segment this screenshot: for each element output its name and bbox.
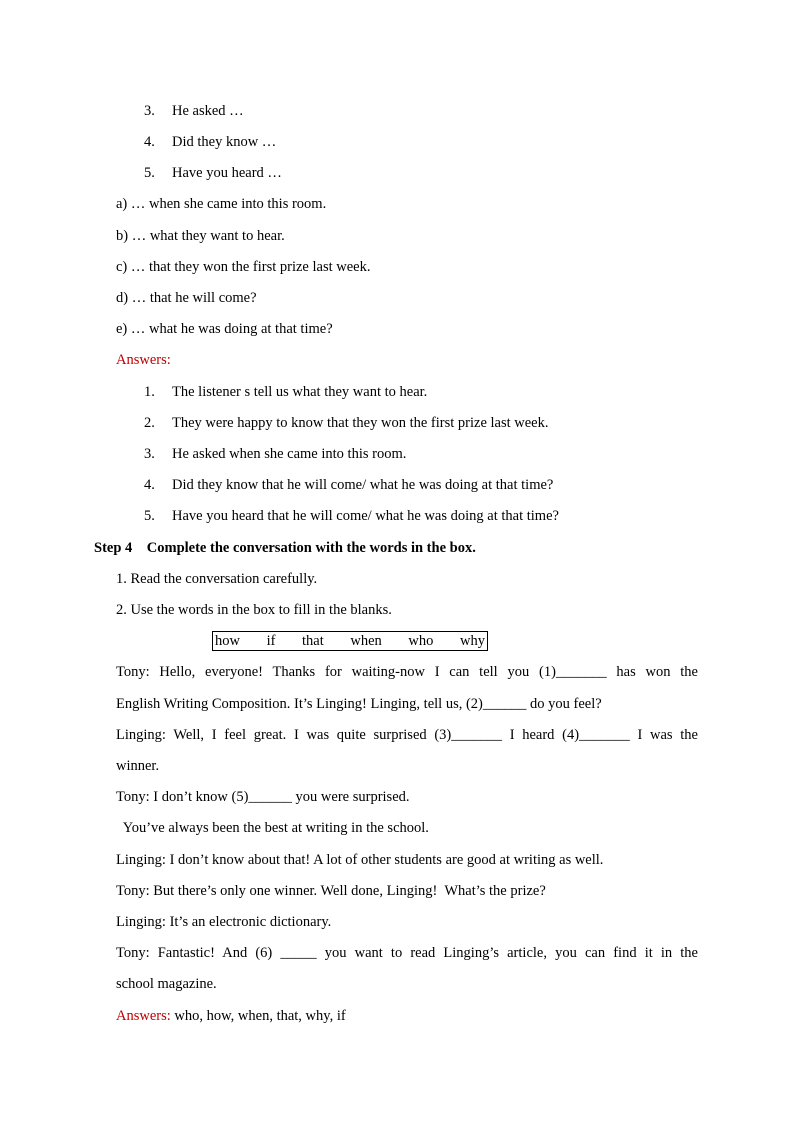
answer-text: He asked when she came into this room. xyxy=(172,446,407,462)
prompt-text: Did they know … xyxy=(172,134,277,150)
conversation-line-5: Tony: I don’t know (5)______ you were surprised. xyxy=(116,789,410,805)
answer-text: They were happy to know that they won the first prize last week. xyxy=(172,415,549,431)
answer-2 xyxy=(144,414,549,432)
answer-number: 4. xyxy=(144,477,155,493)
instruction-2: 2. Use the words in the box to fill in the blanks. xyxy=(116,602,392,618)
box-word: why xyxy=(459,633,485,649)
answer-4 xyxy=(144,476,554,494)
box-word: who xyxy=(408,633,434,649)
answer-number: 1. xyxy=(144,384,155,400)
prompt-number: 4. xyxy=(144,134,155,150)
step4-answers-label: Answers: xyxy=(116,1008,171,1024)
conversation-line-10: Tony: Fantastic! And (6) _____ you want to read Linging’s article, you can find it in the xyxy=(116,945,698,961)
conversation-line-4: winner. xyxy=(116,758,160,774)
conversation-line-6: You’ve always been the best at writing in the school. xyxy=(116,820,429,836)
prompt-3 xyxy=(144,102,244,120)
box-word: if xyxy=(266,633,276,649)
option-b: b) … what they want to hear. xyxy=(116,228,285,244)
conversation-line-2: English Writing Composition. It’s Linging! Linging, tell us, (2)______ do you feel? xyxy=(116,696,602,712)
answer-number: 3. xyxy=(144,446,155,462)
box-word: when xyxy=(350,633,382,649)
prompt-4 xyxy=(144,133,277,151)
option-a: a) … when she came into this room. xyxy=(116,196,327,212)
conversation-line-7: Linging: I don’t know about that! A lot of other students are good at writing as well. xyxy=(116,852,604,868)
option-d: d) … that he will come? xyxy=(116,290,257,306)
step4-title: Step 4 Complete the conversation with the words in the box. xyxy=(94,540,476,556)
word-box xyxy=(212,631,488,651)
answers-label: Answers: xyxy=(116,352,171,368)
answer-text: Have you heard that he will come/ what he was doing at that time? xyxy=(172,508,559,524)
box-word: how xyxy=(215,633,240,649)
prompt-text: Have you heard … xyxy=(172,165,282,181)
answer-number: 5. xyxy=(144,508,155,524)
box-word: that xyxy=(302,633,324,649)
option-c: c) … that they won the first prize last week. xyxy=(116,259,371,275)
conversation-line-9: Linging: It’s an electronic dictionary. xyxy=(116,914,332,930)
answer-3 xyxy=(144,445,407,463)
answer-1 xyxy=(144,383,428,401)
option-e: e) … what he was doing at that time? xyxy=(116,321,333,337)
conversation-line-3: Linging: Well, I feel great. I was quite surprised (3)_______ I heard (4)_______ I was the xyxy=(116,727,698,743)
prompt-text: He asked … xyxy=(172,103,244,119)
conversation-line-8: Tony: But there’s only one winner. Well done, Linging! What’s the prize? xyxy=(116,883,546,899)
answer-5 xyxy=(144,507,559,525)
answer-number: 2. xyxy=(144,415,155,431)
prompt-number: 5. xyxy=(144,165,155,181)
answer-text: The listener s tell us what they want to hear. xyxy=(172,384,428,400)
conversation-line-11: school magazine. xyxy=(116,976,217,992)
step4-answers xyxy=(116,1007,346,1025)
answer-text: Did they know that he will come/ what he was doing at that time? xyxy=(172,477,554,493)
prompt-5 xyxy=(144,164,282,182)
conversation-line-1: Tony: Hello, everyone! Thanks for waiting-now I can tell you (1)_______ has won the xyxy=(116,664,698,680)
step4-answers-text: who, how, when, that, why, if xyxy=(170,1008,346,1024)
prompt-number: 3. xyxy=(144,103,155,119)
instruction-1: 1. Read the conversation carefully. xyxy=(116,571,318,587)
